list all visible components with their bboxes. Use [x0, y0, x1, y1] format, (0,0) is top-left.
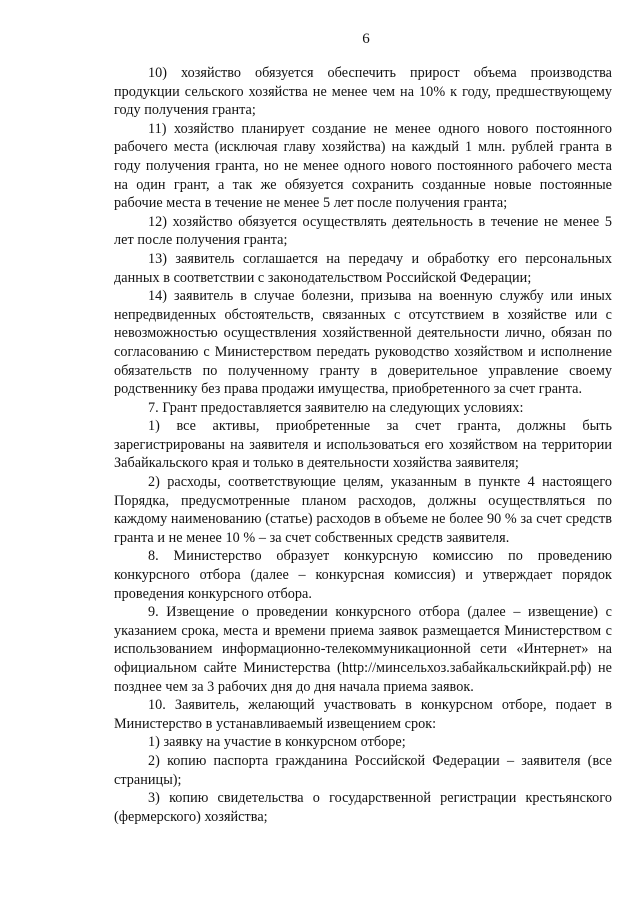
paragraph: 1) заявку на участие в конкурсном отборе;: [148, 734, 406, 751]
paragraph: 7. Грант предоставляется заявителю на следующих условиях:: [148, 399, 524, 416]
paragraph: 2) расходы, соответствующие целям, указанным в пункте 4 настоящего Порядка, предусмотренные планом расходов, должны осуществляться по каждому наименованию (статье) расходов в объеме не более 90 % за счет средств гранта и не менее 10 % – за счет собственных средств заявителя.: [114, 474, 612, 546]
paragraph: 11) хозяйство планирует создание не менее одного нового постоянного рабочего места (исключая главу хозяйства) на каждый 1 млн. рублей гранта в году получения гранта, но не менее одного нового постоянного рабочего места на один грант, а так же обязуется сохранить созданные новые постоянные рабочие места в течение не менее 5 лет после получения гранта;: [114, 120, 612, 212]
paragraph: 12) хозяйство обязуется осуществлять деятельность в течение не менее 5 лет после получения гранта;: [114, 213, 612, 249]
page-number: 6: [362, 31, 370, 47]
paragraph: 2) копию паспорта гражданина Российской Федерации – заявителя (все страницы);: [114, 752, 612, 788]
paragraph: 8. Министерство образует конкурсную комиссию по проведению конкурсного отбора (далее – конкурсная комиссия) и утверждает порядок проведения конкурсного отбора.: [114, 548, 612, 602]
paragraph: 13) заявитель соглашается на передачу и обработку его персональных данных в соответствии с законодательством Российской Федерации;: [114, 250, 612, 286]
paragraph: 10. Заявитель, желающий участвовать в конкурсном отборе, подает в Министерство в устанавливаемый извещением срок:: [114, 697, 612, 732]
paragraph: 1) все активы, приобретенные за счет гранта, должны быть зарегистрированы на заявителя и использоваться его хозяйством на территории Забайкальского края и только в деятельности хозяйства заявителя;: [114, 418, 612, 472]
paragraph: 10) хозяйство обязуется обеспечить прирост объема производства продукции сельского хозяйства не менее чем на 10% к году, предшествующему году получения гранта;: [114, 65, 612, 119]
paragraph: 3) копию свидетельства о государственной регистрации крестьянского (фермерского) хозяйства;: [114, 790, 612, 825]
paragraph: 9. Извещение о проведении конкурсного отбора (далее – извещение) с указанием срока, места и времени приема заявок размещается Министерством с использованием информационно-телекоммуникационной сети «Интернет» на официальном сайте Министерства (http://минсельхоз.забайкальскийкрай.рф) не позднее чем за 3 рабочих дня до дня начала приема заявок.: [114, 604, 612, 695]
paragraph: 14) заявитель в случае болезни, призыва на военную службу или иных непредвиденных обстоятельств, связанных с отсутствием в хозяйстве или с невозможностью осуществления хозяйственной деятельности лично, обязан по согласованию с Министерством передать руководство хозяйством и исполнение обязательств по полученному гранту в доверительное управление своему родственнику без права продажи имущества, приобретенного за счет гранта.: [114, 288, 612, 398]
